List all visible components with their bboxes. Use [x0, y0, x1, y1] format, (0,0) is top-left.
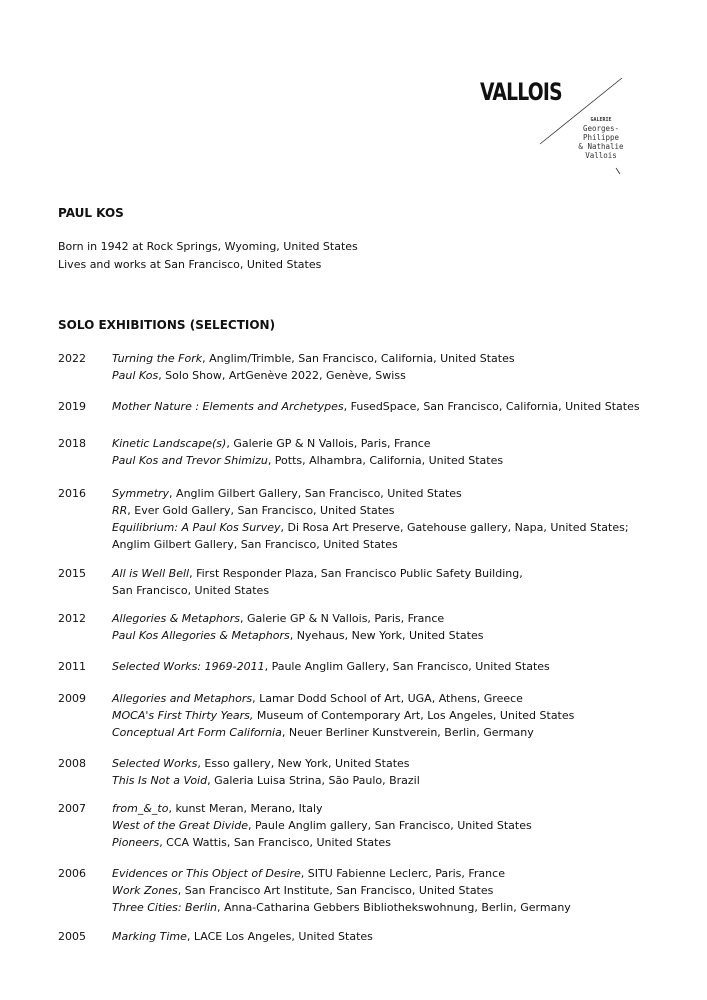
logo-wordmark: VALLOIS [480, 78, 562, 106]
exhibition-venue: , Anna-Catharina Gebbers Bibliothekswohnung, Berlin, Germany [216, 901, 571, 914]
exhibition-venue: , Nyehaus, New York, United States [289, 629, 484, 642]
exhibition-title: Conceptual Art Form California [112, 726, 282, 739]
artist-bio [58, 238, 358, 274]
exhibition-entry [112, 836, 391, 849]
exhibition-entry [112, 819, 532, 832]
exhibition-entry [112, 867, 505, 880]
exhibition-title: Selected Works: 1969-2011 [112, 660, 265, 673]
exhibition-year: 2008 [58, 757, 86, 770]
exhibition-title: Mother Nature : Elements and Archetypes [112, 400, 344, 413]
exhibition-entry [112, 774, 420, 787]
exhibition-title: Allegories and Metaphors [112, 692, 253, 705]
bio-line: Lives and works at San Francisco, United States [58, 258, 322, 271]
exhibition-entry [112, 692, 523, 705]
exhibition-entry [112, 901, 571, 914]
exhibition-venue: , Galeria Luisa Strina, São Paulo, Brazil [207, 774, 420, 787]
exhibition-venue: , Ever Gold Gallery, San Francisco, United States [127, 504, 395, 517]
exhibition-entry [112, 884, 493, 897]
exhibition-entry [112, 504, 395, 517]
exhibition-title: Turning the Fork [112, 352, 203, 365]
exhibition-entry [112, 660, 550, 673]
exhibition-entry [112, 612, 444, 625]
logo-galerie: GALERIE [590, 117, 612, 123]
exhibition-title: Equilibrium: A Paul Kos Survey [112, 521, 281, 534]
exhibition-entry [112, 567, 523, 580]
exhibition-title: Pioneers [112, 836, 160, 849]
logo-owner-line: Georges-Philippe [582, 124, 620, 142]
exhibition-title: Paul Kos and Trevor Shimizu [112, 454, 268, 467]
exhibition-entry [112, 802, 323, 815]
exhibition-year: 2005 [58, 930, 86, 943]
exhibition-venue: , Galerie GP & N Vallois, Paris, France [240, 612, 445, 625]
exhibition-venue: , Solo Show, ArtGenève 2022, Genève, Swiss [158, 369, 406, 382]
exhibition-title: All is Well Bell [112, 567, 190, 580]
exhibition-venue: , Potts, Alhambra, California, United States [267, 454, 504, 467]
exhibition-year: 2022 [58, 352, 86, 365]
exhibition-title: Marking Time [112, 930, 187, 943]
exhibition-entry [112, 454, 503, 467]
exhibition-venue: , Neuer Berliner Kunstverein, Berlin, Germany [281, 726, 534, 739]
exhibition-venue: , Anglim Gilbert Gallery, San Francisco, United States [169, 487, 462, 500]
exhibition-year: 2012 [58, 612, 86, 625]
exhibition-title: This Is Not a Void [112, 774, 208, 787]
exhibition-year: 2011 [58, 660, 86, 673]
exhibition-year: 2009 [58, 692, 86, 705]
exhibition-entry [112, 629, 483, 642]
bio-line: Born in 1942 at Rock Springs, Wyoming, United States [58, 240, 358, 253]
exhibition-venue: , kunst Meran, Merano, Italy [168, 802, 323, 815]
exhibition-venue: , FusedSpace, San Francisco, California, United States [343, 400, 640, 413]
exhibition-venue: , Lamar Dodd School of Art, UGA, Athens, Greece [252, 692, 523, 705]
exhibition-title: Paul Kos Allegories & Metaphors [112, 629, 290, 642]
exhibition-title: Symmetry [112, 487, 170, 500]
logo-owners [566, 117, 636, 160]
exhibition-entry [112, 400, 640, 413]
exhibition-venue: , LACE Los Angeles, United States [186, 930, 373, 943]
exhibition-title: Paul Kos [112, 369, 159, 382]
exhibition-entry [112, 709, 574, 722]
exhibition-entry [112, 584, 269, 597]
exhibition-year: 2018 [58, 437, 86, 450]
exhibition-title: Kinetic Landscape(s) [112, 437, 227, 450]
exhibition-entry [112, 757, 410, 770]
exhibition-year: 2007 [58, 802, 86, 815]
logo-owner-line: & Nathalie [578, 142, 624, 151]
exhibition-year: 2006 [58, 867, 86, 880]
exhibition-entry [112, 369, 406, 382]
exhibition-entry [112, 487, 462, 500]
exhibition-venue: , Galerie GP & N Vallois, Paris, France [226, 437, 431, 450]
exhibition-entry [112, 437, 431, 450]
exhibition-venue: , Paule Anglim gallery, San Francisco, United States [248, 819, 532, 832]
exhibition-venue: , Esso gallery, New York, United States [197, 757, 410, 770]
exhibition-title: MOCA's First Thirty Years, [112, 709, 254, 722]
exhibition-entry [112, 352, 515, 365]
exhibition-title: from_&_to [112, 802, 169, 815]
exhibition-entry [112, 930, 373, 943]
exhibition-venue: , SITU Fabienne Leclerc, Paris, France [300, 867, 505, 880]
exhibition-venue: , Anglim/Trimble, San Francisco, California, United States [202, 352, 515, 365]
exhibition-year: 2016 [58, 487, 86, 500]
exhibition-year: 2019 [58, 400, 86, 413]
exhibition-title: Three Cities: Berlin [112, 901, 217, 914]
exhibition-venue: Anglim Gilbert Gallery, San Francisco, United States [112, 538, 398, 551]
exhibition-title: RR [112, 504, 128, 517]
gallery-logo [478, 78, 638, 178]
exhibition-entry [112, 521, 629, 534]
exhibition-title: Selected Works [112, 757, 198, 770]
exhibition-venue: , San Francisco Art Institute, San Francisco, United States [177, 884, 494, 897]
exhibition-entry [112, 726, 534, 739]
exhibition-title: Work Zones [112, 884, 178, 897]
exhibition-venue: , First Responder Plaza, San Francisco Public Safety Building, [189, 567, 523, 580]
exhibition-year: 2015 [58, 567, 86, 580]
exhibition-title: Allegories & Metaphors [112, 612, 241, 625]
exhibition-venue: Museum of Contemporary Art, Los Angeles, United States [253, 709, 575, 722]
exhibition-title: Evidences or This Object of Desire [112, 867, 301, 880]
artist-name: PAUL KOS [58, 206, 124, 220]
section-title: SOLO EXHIBITIONS (SELECTION) [58, 318, 276, 332]
exhibition-venue: , CCA Wattis, San Francisco, United States [159, 836, 391, 849]
logo-owner-line: Vallois [585, 151, 617, 160]
exhibition-venue: San Francisco, United States [112, 584, 270, 597]
exhibition-entry [112, 538, 398, 551]
exhibition-venue: , Di Rosa Art Preserve, Gatehouse gallery, Napa, United States; [280, 521, 629, 534]
exhibition-title: West of the Great Divide [112, 819, 249, 832]
exhibition-venue: , Paule Anglim Gallery, San Francisco, United States [264, 660, 550, 673]
